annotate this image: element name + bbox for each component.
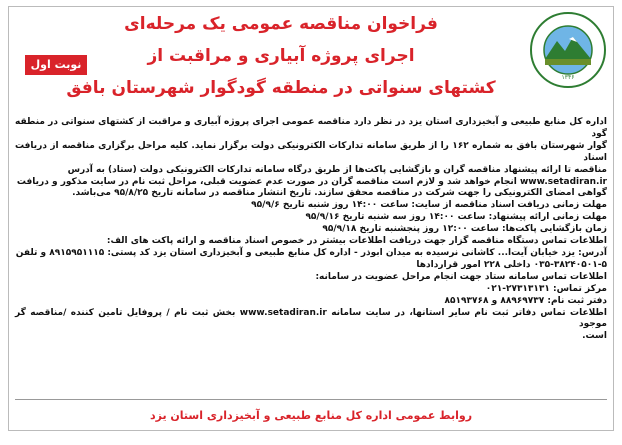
body-line: مهلت زمانی ارائه پیشنهاد: ساعت ۱۴:۰۰ روز سه شنبه تاریخ ۹۵/۹/۱۶	[305, 212, 607, 223]
body-line: اطلاعات تماس دفاتر ثبت نام سایر استانها، در سایت سامانه www.setadiran.ir بخش ثبت نام / پروفایل تامین کننده /مناقصه گر موجود	[15, 307, 607, 330]
body-line: مرکز تماس: ۲۷۳۱۳۱۳۱-۰۲۱	[485, 283, 607, 294]
body-line: دفتر ثبت نام: ۸۸۹۶۹۷۳۷ و ۸۵۱۹۳۷۶۸	[444, 295, 607, 306]
title-line-3: کشتهای سنواتی در منطقه گودگوار شهرستان بافق	[66, 78, 496, 98]
title-line-2: اجرای پروژه آبیاری و مراقبت از	[147, 46, 415, 66]
body-line: مهلت زمانی دریافت اسناد مناقصه از سایت: ساعت ۱۴:۰۰ روز شنبه تاریخ ۹۵/۹/۶	[251, 200, 607, 211]
body-line: اطلاعات تماس دستگاه مناقصه گزار جهت دریافت اطلاعات بیشتر در خصوص اسناد مناقصه و ارائه پاکت های الف:	[106, 236, 607, 247]
body-line: اطلاعات تماس سامانه ستاد جهت انجام مراحل عضویت در سامانه:	[315, 271, 607, 282]
body-line: ۰۳۵-۳۸۲۴۰۵۰۱-۵ داخلی ۲۲۸ امور قراردادها	[416, 259, 607, 270]
publication-round-badge: نوبت اول	[25, 55, 87, 75]
body-line: آدرس: یزد خیابان آیت‌ا... کاشانی نرسیده به میدان ابوذر - اداره کل منابع طبیعی و آبخیزداری استان یزد کد پستی: ۸۹۱۵۹۵۱۱۱۵ و تلفن	[15, 247, 607, 258]
body-line: www.setadiran.ir انجام خواهد شد و لازم است مناقصه گران در صورت عدم عضویت قبلی، مراحل ثبت نام در سایت مذکور و دریافت	[16, 176, 607, 187]
notice-title	[49, 11, 513, 101]
body-line: مناقصه تا ارائه پیشنهاد مناقصه گران و بازگشایی پاکت‌ها از طریق درگاه سامانه تدارکات الکترونیکی دولت (ستاد) به آدرس	[67, 164, 607, 175]
title-line-1: فراخوان مناقصه عمومی یک مرحله‌ای	[124, 14, 438, 34]
body-line: گواهی امضای الکترونیکی را جهت شرکت در مناقصه محقق سازند. تاریخ انتشار مناقصه در سامانه تاریخ ۹۵/۸/۲۵ می‌باشد.	[72, 188, 607, 199]
body-line: زمان بازگشایی پاکت‌ها: ساعت ۱۲:۰۰ روز پنجشنبه تاریخ ۹۵/۹/۱۸	[322, 224, 607, 235]
footer-signature: روابط عمومی اداره کل منابع طبیعی و آبخیزداری استان یزد	[149, 409, 473, 422]
tender-notice	[8, 6, 614, 431]
footer-divider	[15, 399, 607, 400]
emblem-logo-icon	[529, 11, 607, 89]
body-line: است.	[582, 331, 607, 342]
notice-body	[15, 117, 607, 343]
organization-emblem	[529, 11, 607, 89]
body-line: گوار شهرستان بافق به شماره ۱۶۲ را از طریق سامانه تدارکات الکترونیکی دولت برگزار نماید. کلیه مراحل برگزاری مناقصه از دریافت اسناد	[15, 140, 607, 163]
body-line: اداره کل منابع طبیعی و آبخیزداری استان یزد در نظر دارد مناقصه عمومی اجرای پروژه آبیاری و مراقبت از کشتهای سنواتی در منطقه گود	[15, 117, 607, 139]
svg-text:۱۳۴۶: ۱۳۴۶	[561, 74, 575, 81]
